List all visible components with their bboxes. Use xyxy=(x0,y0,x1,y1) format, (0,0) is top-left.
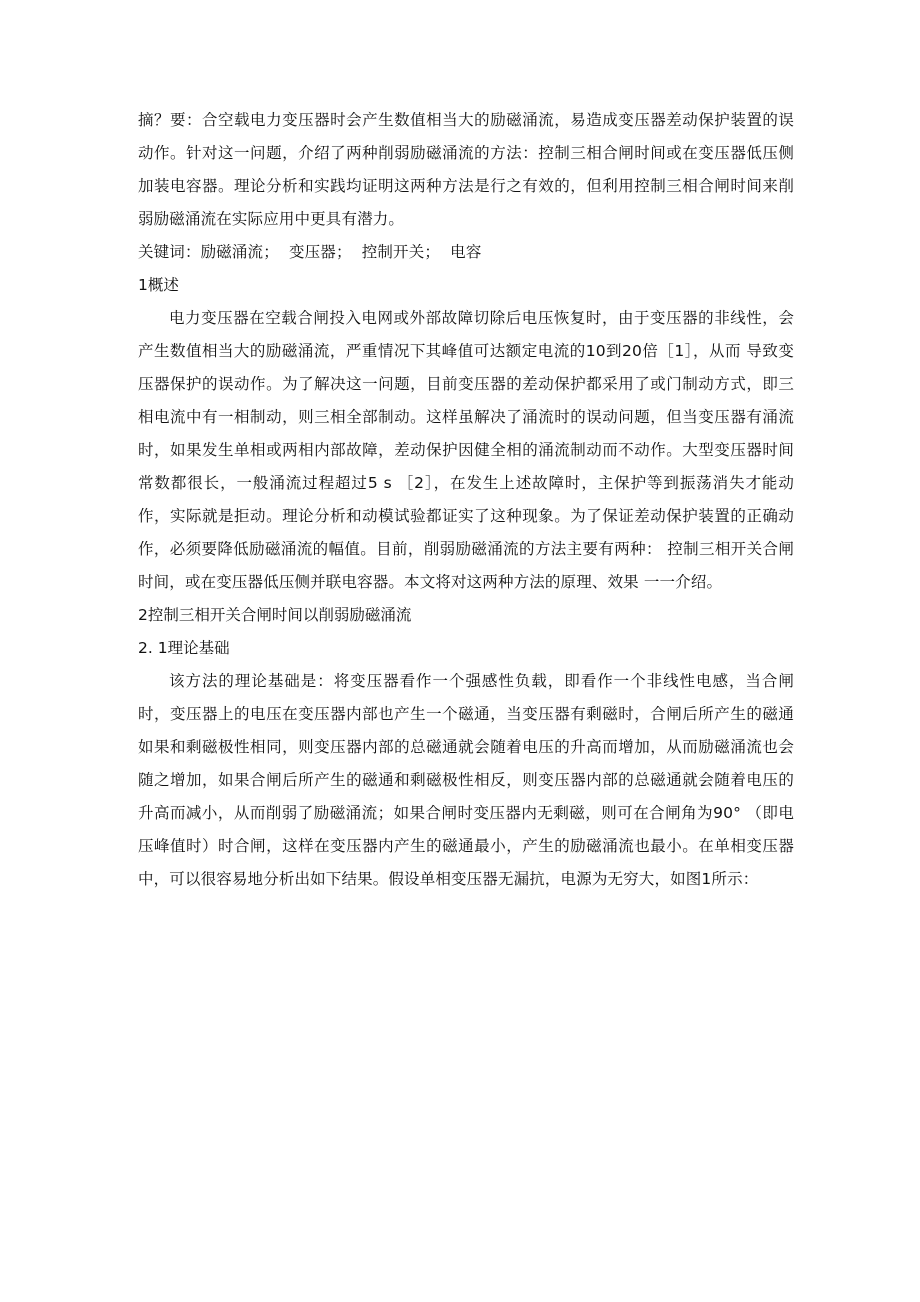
section-1-heading: 1概述 xyxy=(138,276,179,294)
section-2-heading: 2控制三相开关合闸时间以削弱励磁涌流 xyxy=(138,606,412,624)
keywords-line: 关键词：励磁涌流； 变压器； 控制开关； 电容 xyxy=(138,243,482,261)
abstract-paragraph: 摘？要：合空载电力变压器时会产生数值相当大的励磁涌流，易造成变压器差动保护装置的误动作。针对这一问题，介绍了两种削弱励磁涌流的方法：控制三相合闸时间或在变压器低压侧加装电容器。理论分析和实践均证明这两种方法是行之有效的，但利用控制三相合闸时间来削弱励磁涌流在实际应用中更具有潜力。 xyxy=(138,111,794,228)
document-body xyxy=(138,104,794,896)
section-1-paragraph: 电力变压器在空载合闸投入电网或外部故障切除后电压恢复时，由于变压器的非线性，会产生数值相当大的励磁涌流，严重情况下其峰值可达额定电流的10到20倍［1］，从而 导致变压器保护的误动作。为了解决这一问题，目前变压器的差动保护都采用了或门制动方式，即三相电流中有一相制动，则三相全部制动。这样虽解决了涌流时的误动问题，但当变压器有涌流时，如果发生单相或两相内部故障，差动保护因健全相的涌流制动而不动作。大型变压器时间常数都很长，一般涌流过程超过5 s ［2］，在发生上述故障时，主保护等到振荡消失才能动作，实际就是拒动。理论分析和动模试验都证实了这种现象。为了保证差动保护装置的正确动作，必须要降低励磁涌流的幅值。目前，削弱励磁涌流的方法主要有两种： 控制三相开关合闸时间，或在变压器低压侧并联电容器。本文将对这两种方法的原理、效果 一一介绍。 xyxy=(138,309,794,591)
section-2-1-paragraph: 该方法的理论基础是：将变压器看作一个强感性负载，即看作一个非线性电感，当合闸时，变压器上的电压在变压器内部也产生一个磁通，当变压器有剩磁时，合闸后所产生的磁通如果和剩磁极性相同，则变压器内部的总磁通就会随着电压的升高而增加，从而励磁涌流也会随之增加，如果合闸后所产生的磁通和剩磁极性相反，则变压器内部的总磁通就会随着电压的升高而减小，从而削弱了励磁涌流；如果合闸时变压器内无剩磁，则可在合闸角为90° （即电压峰值时）时合闸，这样在变压器内产生的磁通最小，产生的励磁涌流也最小。在单相变压器中，可以很容易地分析出如下结果。假设单相变压器无漏抗，电源为无穷大，如图1所示： xyxy=(138,672,794,888)
section-2-1-heading: 2. 1理论基础 xyxy=(138,639,230,657)
